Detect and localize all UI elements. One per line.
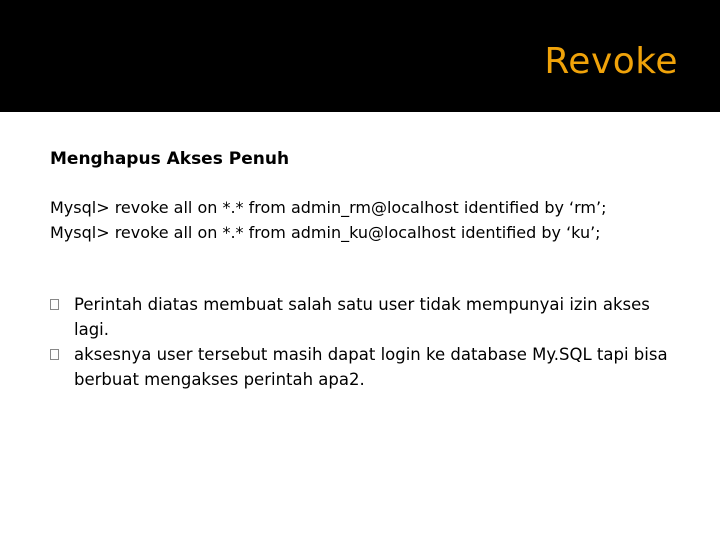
bullet-text: aksesnya user tersebut masih dapat login ke database My.SQL tapi bisa berbuat mengakses perintah apa2. (74, 345, 668, 389)
square-bullet-icon (50, 299, 59, 310)
square-bullet-icon (50, 349, 59, 360)
bullet-item (50, 342, 670, 392)
slide-title: Revoke (544, 41, 678, 82)
bullet-item (50, 292, 670, 342)
section-heading: Menghapus Akses Penuh (50, 149, 290, 169)
command-line-2: Mysql> revoke all on *.* from admin_ku@localhost identified by ‘ku’; (50, 223, 601, 242)
title-bar (0, 0, 720, 112)
bullet-list (50, 292, 670, 392)
command-line-1: Mysql> revoke all on *.* from admin_rm@localhost identified by ‘rm’; (50, 198, 607, 217)
bullet-text: Perintah diatas membuat salah satu user tidak mempunyai izin akses lagi. (74, 295, 650, 339)
